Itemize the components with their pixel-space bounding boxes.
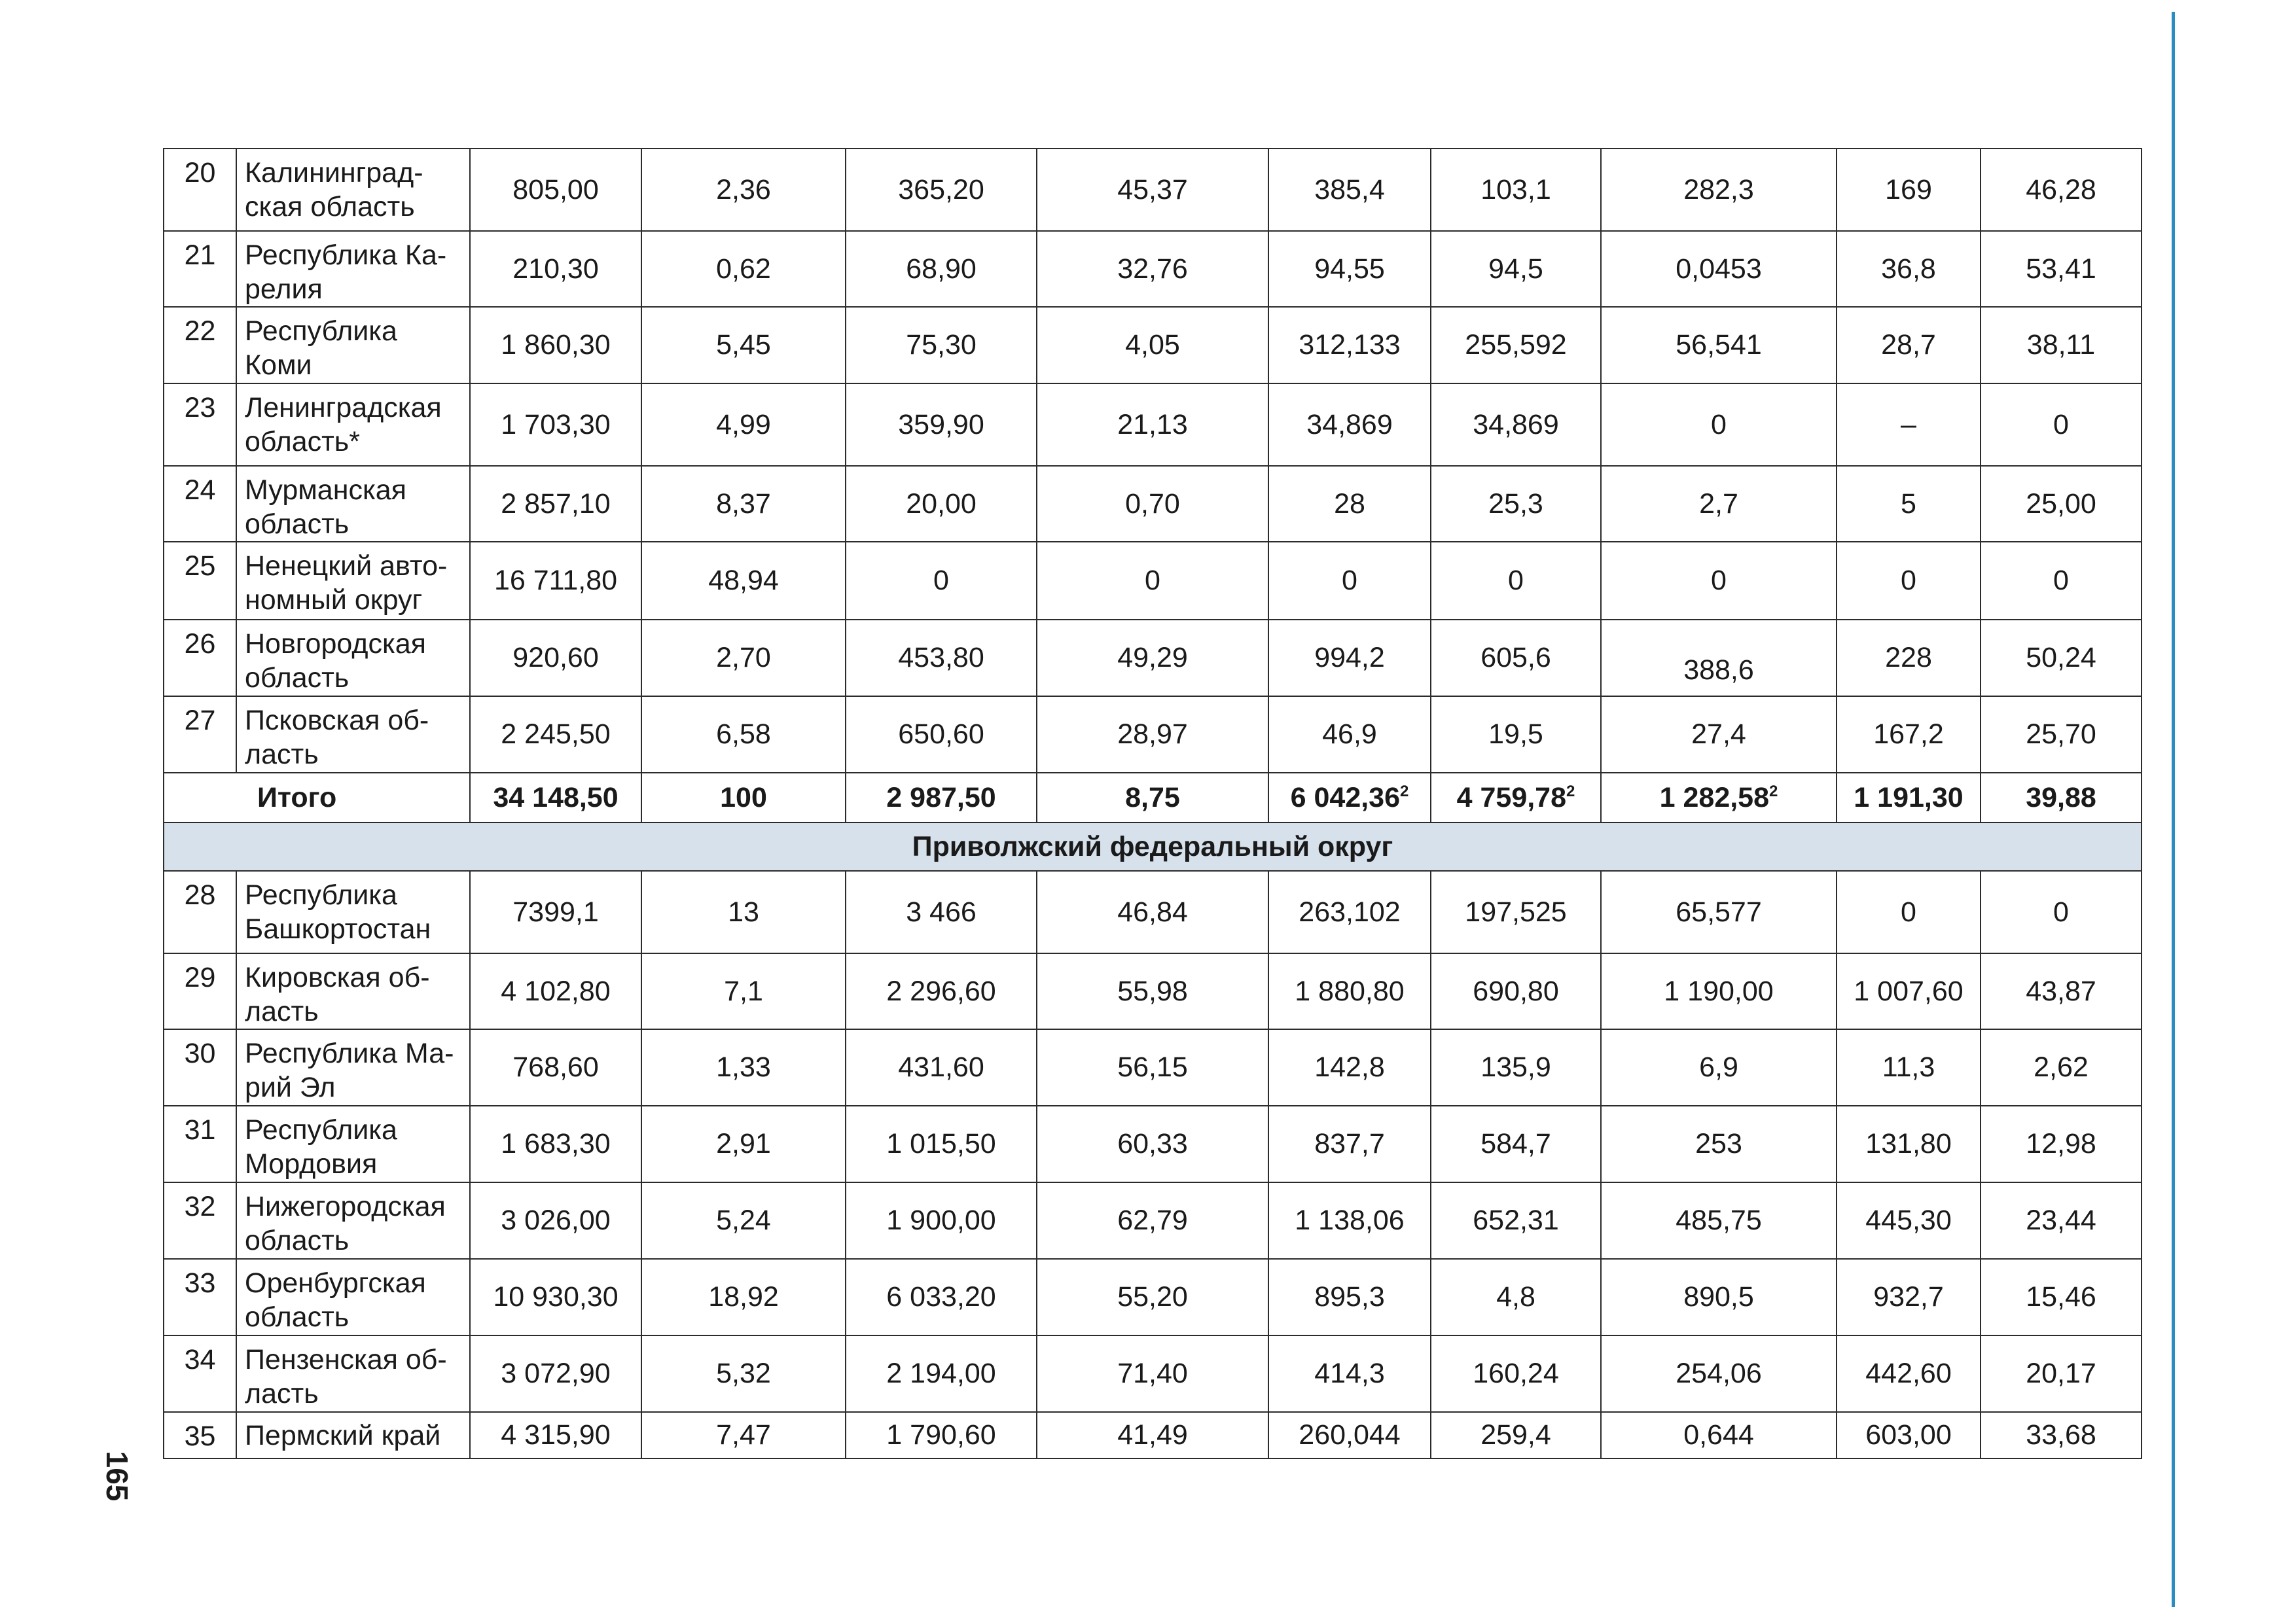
value-cell: 32,76 — [1037, 231, 1268, 307]
value-cell: 62,79 — [1037, 1182, 1268, 1259]
value-cell: 4 102,80 — [470, 953, 641, 1029]
value-cell: 135,9 — [1431, 1029, 1601, 1106]
value-cell: 4,8 — [1431, 1259, 1601, 1335]
value-cell: 0,644 — [1601, 1412, 1837, 1458]
value-cell: 36,8 — [1837, 231, 1981, 307]
value-cell: 895,3 — [1268, 1259, 1431, 1335]
value-cell: – — [1837, 383, 1981, 466]
table-row — [164, 1029, 2142, 1106]
value-cell: 805,00 — [470, 149, 641, 231]
value-cell: 5,45 — [641, 307, 846, 383]
row-number: 24 — [164, 466, 236, 542]
value-cell: 0 — [1601, 542, 1837, 620]
value-cell: 2 194,00 — [846, 1335, 1037, 1412]
value-cell: 197,525 — [1431, 871, 1601, 953]
value-cell: 255,592 — [1431, 307, 1601, 383]
table-row — [164, 307, 2142, 383]
group1-body — [164, 149, 2142, 773]
value-cell: 445,30 — [1837, 1182, 1981, 1259]
value-cell: 94,55 — [1268, 231, 1431, 307]
row-number: 31 — [164, 1106, 236, 1182]
value-cell: 584,7 — [1431, 1106, 1601, 1182]
value-cell: 50,24 — [1981, 620, 2142, 696]
value-cell: 385,4 — [1268, 149, 1431, 231]
value-cell: 0,70 — [1037, 466, 1268, 542]
value-cell: 12,98 — [1981, 1106, 2142, 1182]
footnote-mark: 2 — [1769, 782, 1778, 800]
value-cell: 169 — [1837, 149, 1981, 231]
table-row — [164, 1106, 2142, 1182]
row-number: 30 — [164, 1029, 236, 1106]
table-row — [164, 696, 2142, 773]
region-name: Калининград-ская область — [236, 149, 470, 231]
total-value-1: 34 148,50 — [470, 773, 641, 822]
table-row — [164, 1259, 2142, 1335]
value-cell: 228 — [1837, 620, 1981, 696]
region-name: Нижегородская область — [236, 1182, 470, 1259]
value-cell: 11,3 — [1837, 1029, 1981, 1106]
value-cell: 4 315,90 — [470, 1412, 641, 1458]
value-cell: 33,68 — [1981, 1412, 2142, 1458]
value-cell: 1 015,50 — [846, 1106, 1037, 1182]
value-cell: 2,70 — [641, 620, 846, 696]
table-row — [164, 1182, 2142, 1259]
region-name: Пермский край — [236, 1412, 470, 1458]
right-margin-rule — [2172, 12, 2175, 1607]
value-cell: 41,49 — [1037, 1412, 1268, 1458]
value-cell: 142,8 — [1268, 1029, 1431, 1106]
region-name: Кировская об-ласть — [236, 953, 470, 1029]
value-cell: 312,133 — [1268, 307, 1431, 383]
row-number: 22 — [164, 307, 236, 383]
value-cell: 2,36 — [641, 149, 846, 231]
value-cell: 25,00 — [1981, 466, 2142, 542]
total-value-9: 39,88 — [1981, 773, 2142, 822]
value-cell: 453,80 — [846, 620, 1037, 696]
table-row — [164, 871, 2142, 953]
value-cell: 263,102 — [1268, 871, 1431, 953]
value-cell: 6 033,20 — [846, 1259, 1037, 1335]
value-cell: 55,98 — [1037, 953, 1268, 1029]
page-number: 165 — [100, 1451, 134, 1502]
value-cell: 20,00 — [846, 466, 1037, 542]
value-cell: 43,87 — [1981, 953, 2142, 1029]
value-cell: 71,40 — [1037, 1335, 1268, 1412]
value-cell: 932,7 — [1837, 1259, 1981, 1335]
value-cell: 4,05 — [1037, 307, 1268, 383]
value-cell: 56,15 — [1037, 1029, 1268, 1106]
value-cell: 60,33 — [1037, 1106, 1268, 1182]
value-cell: 21,13 — [1037, 383, 1268, 466]
value-cell: 1 790,60 — [846, 1412, 1037, 1458]
value-cell: 0 — [1837, 542, 1981, 620]
value-cell: 920,60 — [470, 620, 641, 696]
value-cell: 0 — [1268, 542, 1431, 620]
value-cell: 210,30 — [470, 231, 641, 307]
total-value-5: 6 042,36$^2$ — [1268, 773, 1431, 822]
value-cell: 7,1 — [641, 953, 846, 1029]
row-number: 25 — [164, 542, 236, 620]
footnote-mark: 2 — [1566, 782, 1575, 800]
region-name: Республика Коми — [236, 307, 470, 383]
value-cell: 2,7 — [1601, 466, 1837, 542]
region-name: Псковская об-ласть — [236, 696, 470, 773]
value-cell: 768,60 — [470, 1029, 641, 1106]
value-cell: 7,47 — [641, 1412, 846, 1458]
row-number: 33 — [164, 1259, 236, 1335]
value-cell: 6,9 — [1601, 1029, 1837, 1106]
value-cell: 1 900,00 — [846, 1182, 1037, 1259]
group2-body — [164, 871, 2142, 1458]
region-name: Республика Башкортостан — [236, 871, 470, 953]
value-cell: 8,37 — [641, 466, 846, 542]
value-cell: 0 — [1981, 383, 2142, 466]
value-cell: 690,80 — [1431, 953, 1601, 1029]
value-cell: 0 — [1601, 383, 1837, 466]
value-cell: 46,28 — [1981, 149, 2142, 231]
table-row — [164, 953, 2142, 1029]
total-value-8: 1 191,30 — [1837, 773, 1981, 822]
table-row — [164, 1412, 2142, 1458]
value-cell: 3 072,90 — [470, 1335, 641, 1412]
value-cell: 34,869 — [1431, 383, 1601, 466]
value-cell: 0 — [1837, 871, 1981, 953]
table-row — [164, 620, 2142, 696]
value-cell: 1 138,06 — [1268, 1182, 1431, 1259]
value-cell: 34,869 — [1268, 383, 1431, 466]
table-row — [164, 383, 2142, 466]
row-number: 29 — [164, 953, 236, 1029]
total-value-6: 4 759,78$^2$ — [1431, 773, 1601, 822]
value-cell: 75,30 — [846, 307, 1037, 383]
value-cell: 28 — [1268, 466, 1431, 542]
value-cell: 20,17 — [1981, 1335, 2142, 1412]
table-row — [164, 1335, 2142, 1412]
total-value-4: 8,75 — [1037, 773, 1268, 822]
region-name: Республика Ка-релия — [236, 231, 470, 307]
value-cell: 260,044 — [1268, 1412, 1431, 1458]
row-number: 23 — [164, 383, 236, 466]
value-cell: 0 — [1037, 542, 1268, 620]
value-cell: 5,32 — [641, 1335, 846, 1412]
value-cell: 253 — [1601, 1106, 1837, 1182]
total-row — [164, 773, 2142, 822]
value-cell: 6,58 — [641, 696, 846, 773]
footnote-mark: 2 — [1400, 782, 1409, 800]
value-cell: 652,31 — [1431, 1182, 1601, 1259]
value-cell: 167,2 — [1837, 696, 1981, 773]
total-value-7: 1 282,58$^2$ — [1601, 773, 1837, 822]
value-cell: 603,00 — [1837, 1412, 1981, 1458]
value-cell: 3 466 — [846, 871, 1037, 953]
value-cell: 2 296,60 — [846, 953, 1037, 1029]
total-value-2: 100 — [641, 773, 846, 822]
value-cell: 25,70 — [1981, 696, 2142, 773]
section-header-row — [164, 822, 2142, 871]
value-cell: 7399,1 — [470, 871, 641, 953]
section-title: Приволжский федеральный округ — [164, 822, 2142, 871]
value-cell: 605,6 — [1431, 620, 1601, 696]
value-cell: 1 190,00 — [1601, 953, 1837, 1029]
table-row — [164, 149, 2142, 231]
value-cell: 45,37 — [1037, 149, 1268, 231]
value-cell: 55,20 — [1037, 1259, 1268, 1335]
region-name: Оренбургская область — [236, 1259, 470, 1335]
table-row — [164, 231, 2142, 307]
value-cell: 28,7 — [1837, 307, 1981, 383]
value-cell: 254,06 — [1601, 1335, 1837, 1412]
row-number: 26 — [164, 620, 236, 696]
value-cell: 0,0453 — [1601, 231, 1837, 307]
value-cell: 53,41 — [1981, 231, 2142, 307]
value-cell: 46,9 — [1268, 696, 1431, 773]
value-cell: 13 — [641, 871, 846, 953]
value-cell: 28,97 — [1037, 696, 1268, 773]
total-value-3: 2 987,50 — [846, 773, 1037, 822]
value-cell: 4,99 — [641, 383, 846, 466]
value-cell: 103,1 — [1431, 149, 1601, 231]
value-cell: 94,5 — [1431, 231, 1601, 307]
value-cell: 65,577 — [1601, 871, 1837, 953]
value-cell: 160,24 — [1431, 1335, 1601, 1412]
value-cell: 2,62 — [1981, 1029, 2142, 1106]
region-name: Ненецкий авто-номный округ — [236, 542, 470, 620]
value-cell: 3 026,00 — [470, 1182, 641, 1259]
value-cell: 1 007,60 — [1837, 953, 1981, 1029]
value-cell: 131,80 — [1837, 1106, 1981, 1182]
value-cell: 48,94 — [641, 542, 846, 620]
total-body — [164, 773, 2142, 871]
value-cell: 442,60 — [1837, 1335, 1981, 1412]
value-cell: 0 — [1981, 871, 2142, 953]
value-cell: 0 — [1431, 542, 1601, 620]
value-cell: 431,60 — [846, 1029, 1037, 1106]
value-cell: 56,541 — [1601, 307, 1837, 383]
value-cell: 10 930,30 — [470, 1259, 641, 1335]
value-cell: 1 703,30 — [470, 383, 641, 466]
region-name: Мурманская область — [236, 466, 470, 542]
row-number: 35 — [164, 1412, 236, 1458]
value-cell: 16 711,80 — [470, 542, 641, 620]
region-name: Новгородская область — [236, 620, 470, 696]
value-cell: 23,44 — [1981, 1182, 2142, 1259]
regions-data-table — [163, 148, 2142, 1459]
value-cell: 68,90 — [846, 231, 1037, 307]
value-cell: 890,5 — [1601, 1259, 1837, 1335]
value-cell: 1 880,80 — [1268, 953, 1431, 1029]
row-number: 27 — [164, 696, 236, 773]
value-cell: 388,6 — [1601, 620, 1837, 696]
row-number: 32 — [164, 1182, 236, 1259]
value-cell: 0,62 — [641, 231, 846, 307]
value-cell: 1,33 — [641, 1029, 846, 1106]
value-cell: 27,4 — [1601, 696, 1837, 773]
value-cell: 19,5 — [1431, 696, 1601, 773]
value-cell: 837,7 — [1268, 1106, 1431, 1182]
value-cell: 1 860,30 — [470, 307, 641, 383]
total-label: Итого — [164, 773, 470, 822]
row-number: 34 — [164, 1335, 236, 1412]
table-row — [164, 466, 2142, 542]
value-cell: 650,60 — [846, 696, 1037, 773]
value-cell: 0 — [846, 542, 1037, 620]
value-cell: 46,84 — [1037, 871, 1268, 953]
row-number: 28 — [164, 871, 236, 953]
table-row — [164, 542, 2142, 620]
value-cell: 994,2 — [1268, 620, 1431, 696]
value-cell: 485,75 — [1601, 1182, 1837, 1259]
value-cell: 282,3 — [1601, 149, 1837, 231]
value-cell: 2 245,50 — [470, 696, 641, 773]
value-cell: 0 — [1981, 542, 2142, 620]
value-cell: 2 857,10 — [470, 466, 641, 542]
value-cell: 2,91 — [641, 1106, 846, 1182]
value-cell: 259,4 — [1431, 1412, 1601, 1458]
value-cell: 15,46 — [1981, 1259, 2142, 1335]
value-cell: 5 — [1837, 466, 1981, 542]
value-cell: 25,3 — [1431, 466, 1601, 542]
value-cell: 365,20 — [846, 149, 1037, 231]
region-name: Пензенская об-ласть — [236, 1335, 470, 1412]
value-cell: 18,92 — [641, 1259, 846, 1335]
region-name: Ленинградская область* — [236, 383, 470, 466]
value-cell: 5,24 — [641, 1182, 846, 1259]
value-cell: 414,3 — [1268, 1335, 1431, 1412]
region-name: Республика Мордовия — [236, 1106, 470, 1182]
value-cell: 49,29 — [1037, 620, 1268, 696]
value-cell: 38,11 — [1981, 307, 2142, 383]
row-number: 21 — [164, 231, 236, 307]
row-number: 20 — [164, 149, 236, 231]
value-cell: 359,90 — [846, 383, 1037, 466]
region-name: Республика Ма-рий Эл — [236, 1029, 470, 1106]
value-cell: 1 683,30 — [470, 1106, 641, 1182]
